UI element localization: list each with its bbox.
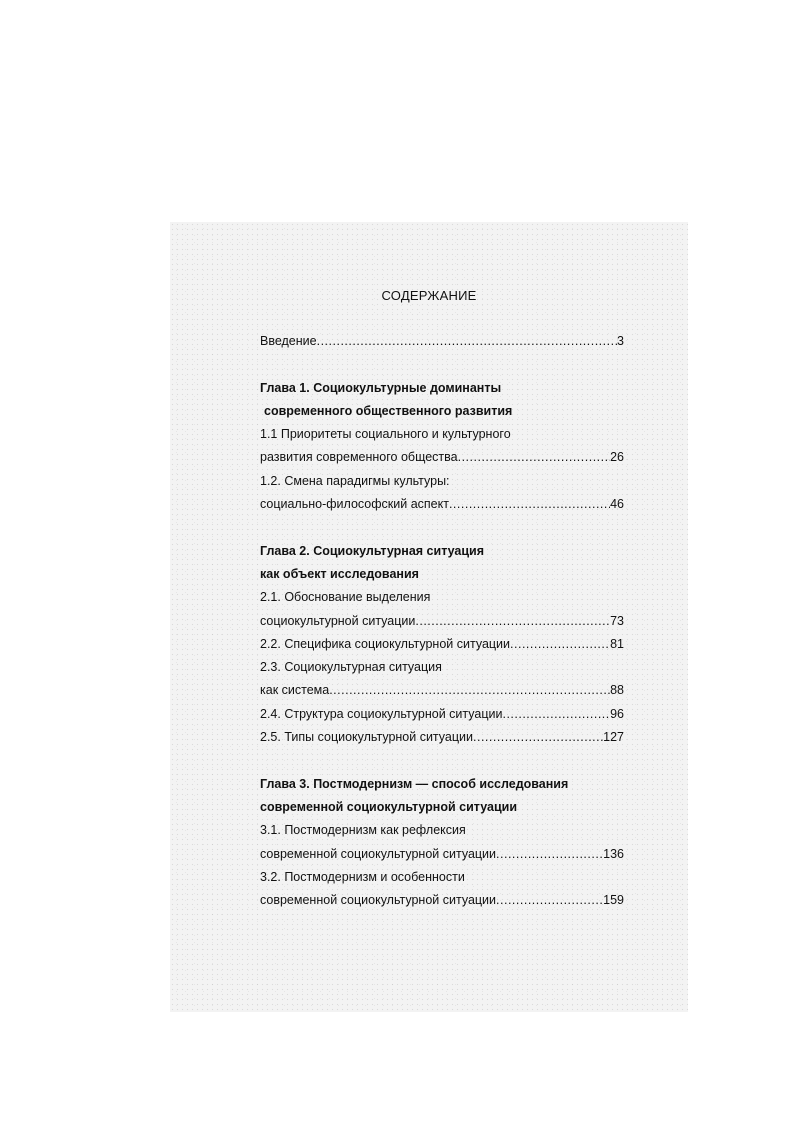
page-number: 46 [610,497,624,512]
page-title: СОДЕРЖАНИЕ [381,288,477,303]
toc-entry-1-2[interactable]: социально-философский аспект ..... 46 [260,493,624,516]
chapter-2-heading[interactable]: Глава 2. Социокультурная ситуация [260,543,485,558]
leader-dots [458,446,610,469]
toc-entry-3-2[interactable]: современной социокультурной ситуации ..... 159 [260,889,624,912]
leader-dots [473,726,603,749]
leader-dots [510,633,610,656]
page-number: 26 [610,450,624,465]
scanned-page [170,222,688,1012]
toc-entry-2-1[interactable]: социокультурной ситуации ..... 73 [260,610,624,633]
leader-dots [449,493,610,516]
toc-entry-2-3-line1[interactable]: 2.3. Социокультурная ситуация [260,660,442,675]
toc-entry-1-1[interactable]: развития современного общества ..... 26 [260,446,624,469]
chapter-1-heading[interactable]: Глава 1. Социокультурные доминанты [260,380,502,395]
toc-entry-2-4[interactable]: 2.4. Структура социокультурной ситуации ..... 96 [260,703,624,726]
leader-dots [317,330,617,353]
page-number: 136 [603,846,624,861]
chapter-2-heading-cont[interactable]: как объект исследования [260,566,419,581]
toc-entry-intro[interactable] [260,330,624,353]
leader-dots [329,679,610,702]
toc-entry-3-2-line1[interactable]: 3.2. Постмодернизм и особенности [260,869,465,884]
toc-entry-3-1[interactable]: современной социокультурной ситуации ..... 136 [260,843,624,866]
toc-entry-2-1-line1[interactable]: 2.1. Обоснование выделения [260,590,431,605]
toc-entry-text: Введение [260,334,317,348]
page-number: 3 [617,334,624,348]
page-number: 81 [610,636,624,651]
toc-entry-2-3[interactable]: как система ..... 88 [260,679,624,702]
page-number: 96 [610,706,624,721]
chapter-3-heading[interactable]: Глава 3. Постмодернизм — способ исследования [260,776,569,791]
table-of-contents [260,330,624,912]
chapter-3-heading-cont[interactable]: современной социокультурной ситуации [260,799,518,814]
page-number: 88 [610,683,624,698]
page-number: 73 [610,613,624,628]
page-number: 159 [603,893,624,908]
toc-entry-1-1-line1[interactable]: 1.1 Приоритеты социального и культурного [260,427,511,442]
toc-entry-3-1-line1[interactable]: 3.1. Постмодернизм как рефлексия [260,823,466,838]
leader-dots [502,703,610,726]
leader-dots [496,889,603,912]
chapter-1-heading-cont[interactable]: современного общественного развития [264,403,513,418]
toc-entry-2-5[interactable]: 2.5. Типы социокультурной ситуации ..... 127 [260,726,624,749]
page-number: 127 [603,730,624,745]
toc-entry-1-2-line1[interactable]: 1.2. Смена парадигмы культуры: [260,473,450,488]
toc-entry-2-2[interactable]: 2.2. Специфика социокультурной ситуации ..... 81 [260,633,624,656]
leader-dots [415,610,610,633]
leader-dots [496,843,603,866]
